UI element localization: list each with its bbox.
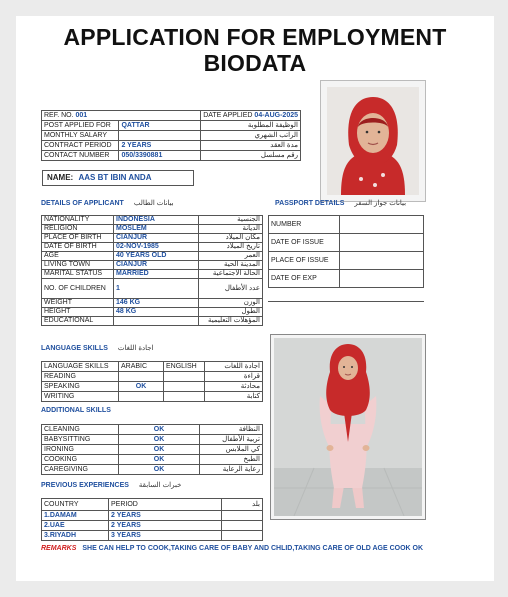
table-row: HEIGHT 48 KG الطول — [42, 308, 263, 317]
table-row: BABYSITTING OK تربية الأطفال — [42, 435, 263, 445]
table-header: LANGUAGE SKILLS ARABIC ENGLISH اجادة اللغات — [42, 362, 263, 372]
applicant-name: AAS BT IBIN ANDA — [78, 173, 152, 182]
remarks-text: SHE CAN HELP TO COOK,TAKING CARE OF BABY AND CHLID,TAKING CARE OF OLD AGE COOK OK — [82, 545, 424, 552]
remarks — [41, 544, 431, 553]
table-row: DATE OF ISSUE — [269, 234, 424, 252]
table-row: 2.UAE 2 YEARS — [42, 521, 263, 531]
full-body-photo — [274, 338, 422, 516]
table-row: 1.DAMAM 2 YEARS — [42, 511, 263, 521]
table-row: SPEAKING OK محادثة — [42, 382, 263, 392]
passport-underline — [268, 301, 424, 302]
table-row: CAREGIVING OK رعاية الرعاية — [42, 465, 263, 475]
header-row: POST APPLIED FOR QATTAR الوظيفة المطلوبة — [42, 121, 301, 131]
applicant-section-label: DETAILS OF APPLICANT بيانات الطالب — [41, 200, 174, 207]
table-row: MARITAL STATUS MARRIED الحالة الاجتماعية — [42, 270, 263, 279]
applicant-table — [41, 215, 263, 326]
title-line-1: APPLICATION FOR EMPLOYMENT — [63, 24, 447, 50]
header-row: CONTRACT PERIOD 2 YEARS مدة العقد — [42, 141, 301, 151]
name-box: NAME: AAS BT IBIN ANDA — [42, 170, 194, 186]
table-row: IRONING OK كي الملابس — [42, 445, 263, 455]
table-row: EDUCATIONAL المؤهلات التعليمية — [42, 317, 263, 326]
table-row: PLACE OF BIRTH CIANJUR مكان الميلاد — [42, 234, 263, 243]
header-row: MONTHLY SALARY الراتب الشهري — [42, 131, 301, 141]
table-row: PLACE OF ISSUE — [269, 252, 424, 270]
table-row: READING قراءة — [42, 372, 263, 382]
table-row: DATE OF EXP — [269, 270, 424, 288]
skills-section-label: ADDITIONAL SKILLS — [41, 407, 111, 414]
date-cell: DATE APPLIED 04-AUG-2025 — [201, 111, 301, 121]
table-header: COUNTRY PERIOD بلد — [42, 499, 263, 511]
table-row: COOKING OK الطبخ — [42, 455, 263, 465]
passport-section-label: PASSPORT DETAILS بيانات جواز السفر — [275, 200, 407, 207]
table-row: WRITING كتابة — [42, 392, 263, 402]
table-row: AGE 40 YEARS OLD العمر — [42, 252, 263, 261]
language-section-label: LANGUAGE SKILLS اجادة اللغات — [41, 345, 154, 352]
header-table — [41, 110, 301, 161]
ref-cell: REF. NO. 001 — [42, 111, 201, 121]
remarks-label: REMARKS — [41, 545, 77, 552]
table-row: 3.RIYADH 3 YEARS — [42, 531, 263, 541]
table-row: CLEANING OK النظافة — [42, 425, 263, 435]
biodata-sheet — [16, 16, 494, 581]
table-row: DATE OF BIRTH 02-NOV-1985 تاريخ الميلاد — [42, 243, 263, 252]
table-row: NO. OF CHILDREN 1 عدد الأطفال — [42, 279, 263, 299]
header-row: CONTACT NUMBER 050/3390881 رقم مسلسل — [42, 151, 301, 161]
table-row: NUMBER — [269, 216, 424, 234]
portrait-photo — [327, 87, 419, 195]
title-line-2: BIODATA — [203, 50, 307, 76]
table-row: LIVING TOWN CIANJUR المدينة الحية — [42, 261, 263, 270]
experience-table — [41, 498, 263, 541]
table-row: WEIGHT 146 KG الوزن — [42, 299, 263, 308]
experience-section-label: PREVIOUS EXPERIENCES خبرات السابقة — [41, 482, 182, 489]
language-table — [41, 361, 263, 402]
skills-table — [41, 424, 263, 475]
table-row: NATIONALITY INDONESIA الجنسية — [42, 216, 263, 225]
full-body-photo-frame — [270, 334, 426, 520]
table-row: RELIGION MOSLEM الديانة — [42, 225, 263, 234]
passport-table — [268, 215, 424, 288]
portrait-photo-frame — [320, 80, 426, 202]
